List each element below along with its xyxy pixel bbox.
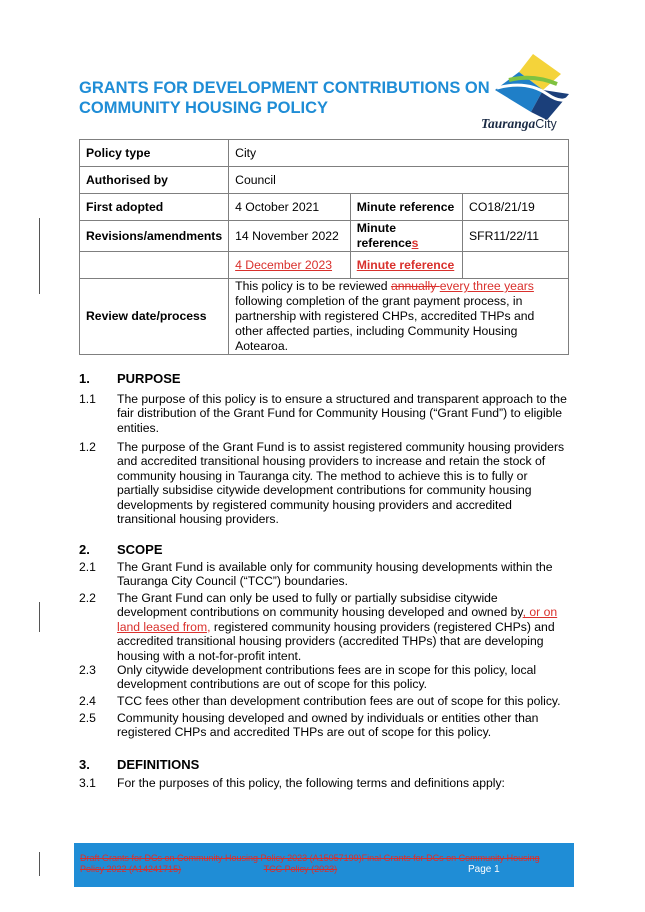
footer-deleted-text: Draft Grants for DCs on Community Housing Policy 2023 (A15057199)Final Grants for DCs on Community Housing Policy 2022 (A14241715) — [80, 853, 540, 874]
section-1-title: PURPOSE — [117, 371, 181, 386]
minute-references-base: Minute reference — [356, 221, 412, 250]
paragraph-text-inserted: , or on land leased from, — [117, 605, 558, 634]
paragraph-text-post: registered community housing providers (registered CHPs) and accredited transitional housing providers (accredited THPs) that are developing housing with a not-for-profit intent. — [117, 619, 555, 663]
authorised-by-value: Council — [229, 167, 569, 194]
review-text-post: following completion of the grant payment process, in partnership with registered CHPs, accredited THPs and other affected parties, including Community Housing Aotearoa. — [235, 294, 535, 353]
minute-reference-value: CO18/21/19 — [463, 194, 569, 221]
review-text-deleted: annually — [390, 279, 440, 293]
section-3-heading — [79, 757, 199, 772]
page-number: Page 1 — [468, 864, 500, 875]
paragraph-1-2 — [79, 440, 569, 526]
paragraph-2-4 — [79, 694, 569, 708]
paragraph-2-3 — [79, 663, 569, 692]
empty-cell — [463, 252, 569, 279]
paragraph-text: The purpose of the Grant Fund is to assist registered community housing providers and accredited transitional housing providers to increase and retain the stock of community housing in Tauranga city. The method to achieve this is to fully or partially subsidise citywide development contributions for community housing developments by registered community housing providers and accredited transitional housing providers. — [117, 440, 565, 527]
revision-2-value: 4 December 2023 — [229, 252, 351, 279]
paragraph-text-pre: The Grant Fund can only be used to fully or partially subsidise citywide development contributions on community housing developed and owned by — [117, 591, 523, 620]
paragraph-text: For the purposes of this policy, the following terms and definitions apply: — [117, 776, 505, 790]
minute-reference-2-label: Minute reference — [350, 252, 462, 279]
paragraph-text: The Grant Fund is available only for community housing developments within the Tauranga City Council (“TCC”) boundaries. — [117, 560, 553, 589]
policy-type-label: Policy type — [80, 140, 229, 167]
page-footer — [74, 843, 574, 887]
change-bar — [39, 602, 40, 632]
paragraph-3-1 — [79, 776, 569, 790]
minute-references-inserted: s — [411, 236, 419, 250]
table-row — [80, 167, 569, 194]
section-2-heading — [79, 542, 163, 557]
paragraph-text: TCC fees other than development contribution fees are out of scope for this policy. — [117, 694, 561, 708]
table-row — [80, 221, 569, 252]
policy-type-value: City — [229, 140, 569, 167]
empty-cell — [80, 252, 229, 279]
paragraph-text: Only citywide development contributions fees are in scope for this policy, local development contributions are out of scope for this policy. — [117, 663, 537, 692]
review-value — [229, 279, 569, 355]
minute-references-value: SFR11/22/11 — [463, 221, 569, 252]
paragraph-1-1 — [79, 392, 569, 435]
authorised-by-label: Authorised by — [80, 167, 229, 194]
review-text-inserted: every three years — [439, 279, 534, 293]
logo-city: City — [535, 117, 557, 131]
first-adopted-value: 4 October 2021 — [229, 194, 351, 221]
paragraph-number: 2.1 — [79, 560, 96, 574]
minute-references-label — [350, 221, 462, 252]
paragraph-text — [117, 591, 569, 663]
paragraph-number: 3.1 — [79, 776, 96, 790]
table-row — [80, 279, 569, 355]
paragraph-2-1 — [79, 560, 569, 589]
first-adopted-label: First adopted — [80, 194, 229, 221]
revisions-value: 14 November 2022 — [229, 221, 351, 252]
revisions-label: Revisions/amendments — [80, 221, 229, 252]
paragraph-number: 2.2 — [79, 591, 96, 605]
logo-brand: Tauranga — [481, 116, 536, 131]
policy-info-table — [79, 139, 569, 355]
change-bar — [39, 852, 40, 876]
review-text-pre: This policy is to be reviewed — [235, 279, 391, 293]
paragraph-text: The purpose of this policy is to ensure a structured and transparent approach to the fair distribution of the Grant Fund for Community Housing (“Grant Fund”) to eligible entities. — [117, 392, 567, 435]
paragraph-number: 2.3 — [79, 663, 96, 677]
paragraph-2-5 — [79, 711, 569, 740]
paragraph-number: 2.4 — [79, 694, 96, 708]
table-row — [80, 252, 569, 279]
change-bar — [39, 218, 40, 294]
paragraph-number: 2.5 — [79, 711, 96, 725]
paragraph-2-2 — [79, 591, 569, 663]
table-row — [80, 194, 569, 221]
section-3-number: 3. — [79, 757, 90, 772]
logo-wordmark — [481, 116, 557, 132]
paragraph-text: Community housing developed and owned by individuals or entities other than registered CHPs and accredited THPs are out of scope for this policy. — [117, 711, 539, 740]
section-2-title: SCOPE — [117, 542, 163, 557]
minute-reference-label: Minute reference — [350, 194, 462, 221]
footer-deleted-ref: TCC Policy (2023) — [263, 864, 338, 874]
paragraph-number: 1.1 — [79, 392, 96, 406]
section-2-number: 2. — [79, 542, 90, 557]
section-3-title: DEFINITIONS — [117, 757, 200, 772]
section-1-heading — [79, 371, 181, 386]
review-label: Review date/process — [80, 279, 229, 355]
page-title: GRANTS FOR DEVELOPMENT CONTRIBUTIONS ON COMMUNITY HOUSING POLICY — [79, 79, 490, 117]
table-row — [80, 140, 569, 167]
section-1-number: 1. — [79, 371, 90, 386]
paragraph-number: 1.2 — [79, 440, 96, 454]
